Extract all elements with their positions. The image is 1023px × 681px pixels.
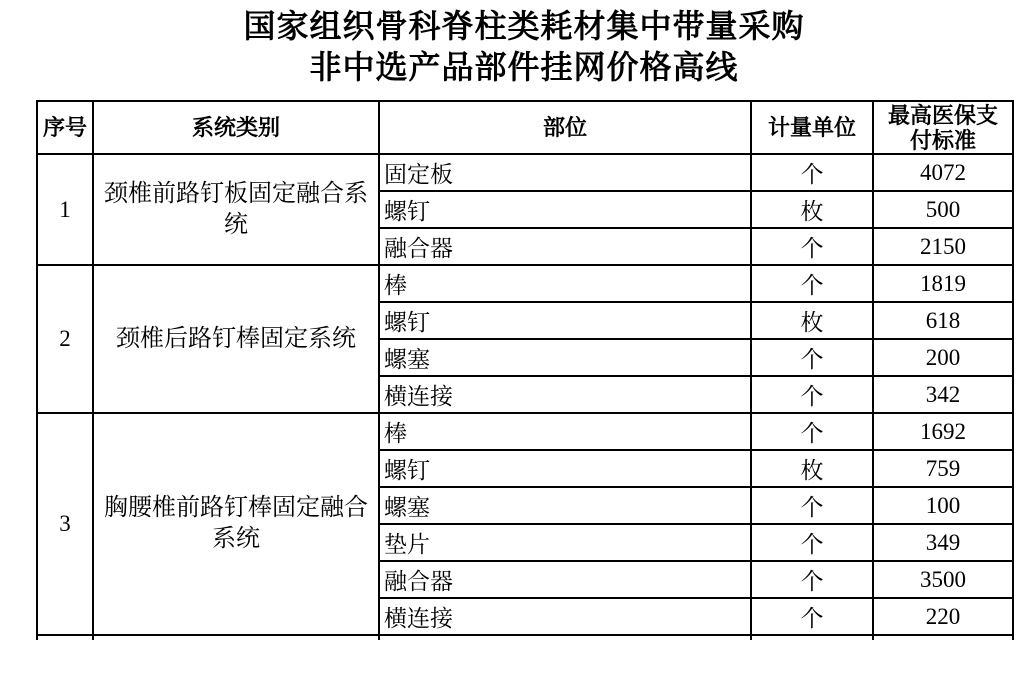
header-serial-number: 序号 [37,101,93,154]
price-table [36,100,1014,640]
price-cell [873,635,1013,640]
part-cell: 螺钉 [379,302,751,339]
table-row [37,413,1013,450]
system-category-cell: 颈椎前路钉板固定融合系统 [93,154,379,265]
part-cell [379,635,751,640]
table-row [37,154,1013,191]
unit-cell: 个 [751,265,873,302]
document-title [36,6,1012,88]
unit-cell: 个 [751,376,873,413]
part-cell: 螺钉 [379,450,751,487]
price-cell: 4072 [873,154,1013,191]
title-line-1: 国家组织骨科脊柱类耗材集中带量采购 [243,8,805,44]
unit-cell: 个 [751,339,873,376]
price-cell: 200 [873,339,1013,376]
part-cell: 棒 [379,413,751,450]
unit-cell: 个 [751,561,873,598]
system-category-cell [93,635,379,640]
unit-cell: 个 [751,154,873,191]
part-cell: 横连接 [379,376,751,413]
table-row-partial [37,635,1013,640]
part-cell: 固定板 [379,154,751,191]
serial-number-cell: 3 [37,413,93,635]
part-cell: 螺塞 [379,487,751,524]
unit-cell: 个 [751,598,873,635]
price-cell: 1692 [873,413,1013,450]
price-cell: 500 [873,191,1013,228]
price-cell: 1819 [873,265,1013,302]
part-cell: 横连接 [379,598,751,635]
serial-number-cell [37,635,93,640]
part-cell: 融合器 [379,561,751,598]
system-category-cell: 胸腰椎前路钉棒固定融合系统 [93,413,379,635]
part-cell: 螺钉 [379,191,751,228]
part-cell: 融合器 [379,228,751,265]
unit-cell: 个 [751,524,873,561]
price-cell: 759 [873,450,1013,487]
serial-number-cell: 2 [37,265,93,413]
serial-number-cell: 1 [37,154,93,265]
unit-cell: 枚 [751,302,873,339]
unit-cell: 个 [751,413,873,450]
price-cell: 618 [873,302,1013,339]
system-category-cell: 颈椎后路钉棒固定系统 [93,265,379,413]
part-cell: 垫片 [379,524,751,561]
header-row [37,101,1013,154]
table-row [37,265,1013,302]
part-cell: 棒 [379,265,751,302]
price-cell: 342 [873,376,1013,413]
unit-cell: 枚 [751,450,873,487]
price-cell: 220 [873,598,1013,635]
header-max-payment-standard: 最高医保支付标准 [873,101,1013,154]
unit-cell [751,635,873,640]
unit-cell: 个 [751,228,873,265]
unit-cell: 枚 [751,191,873,228]
price-cell: 2150 [873,228,1013,265]
header-part: 部位 [379,101,751,154]
price-cell: 3500 [873,561,1013,598]
price-cell: 349 [873,524,1013,561]
price-cell: 100 [873,487,1013,524]
header-unit: 计量单位 [751,101,873,154]
part-cell: 螺塞 [379,339,751,376]
title-line-2: 非中选产品部件挂网价格高线 [309,49,739,85]
header-system-category: 系统类别 [93,101,379,154]
unit-cell: 个 [751,487,873,524]
